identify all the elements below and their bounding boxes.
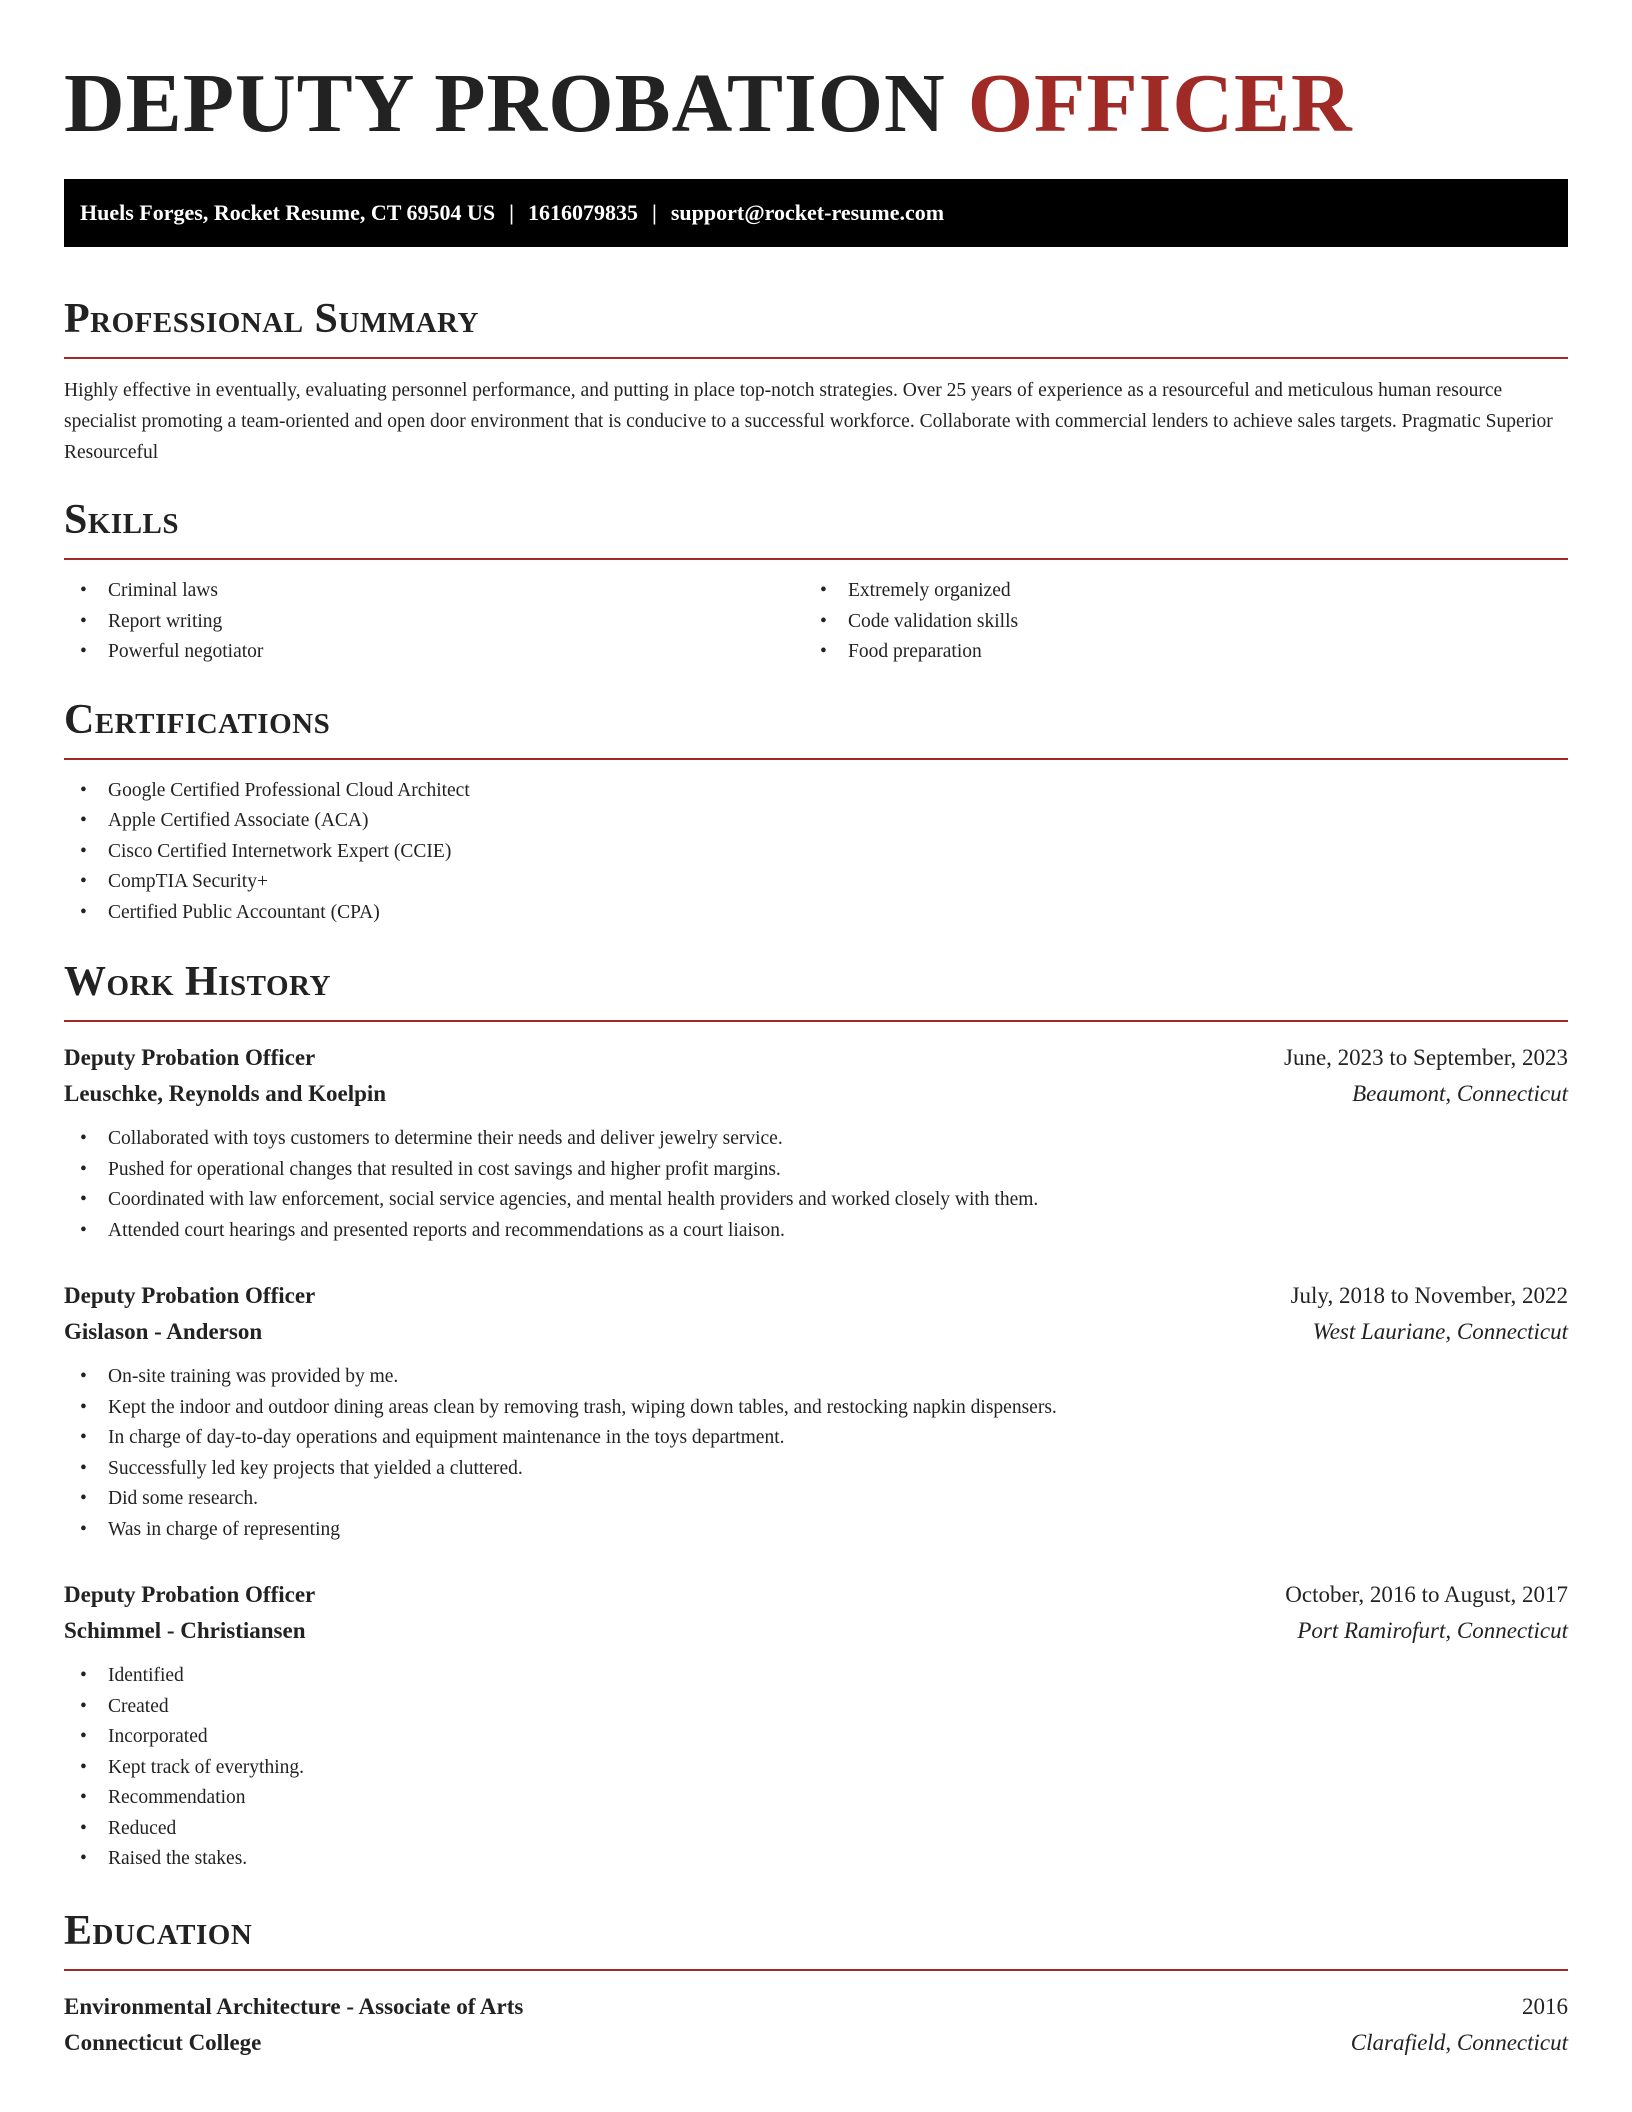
job-bullet: • Created <box>64 1692 1568 1723</box>
skills-list-left <box>64 576 804 668</box>
job-dates: July, 2018 to November, 2022 <box>1290 1283 1568 1308</box>
summary-text: Highly effective in eventually, evaluating personnel performance, and putting in place top-notch strategies. Over 25 years of experience as a resourceful and meticulous human resource specialist promoting a team-oriented and open door environment that is conducive to a successful workforce. Collaborate with commercial lenders to achieve sales targets. Pragmatic Superior Resourceful <box>64 380 1553 463</box>
job-title: Deputy Probation Officer <box>64 1283 316 1308</box>
job-bullet: • Recommendation <box>64 1783 1568 1814</box>
education-year: 2016 <box>1522 1993 1568 2019</box>
work-history-section <box>64 956 1568 1875</box>
certifications-section <box>64 694 1568 929</box>
contact-email[interactable]: support@rocket-resume.com <box>670 200 945 225</box>
contact-separator: | <box>509 200 514 225</box>
certifications-list <box>64 776 1568 929</box>
certification-item: • Apple Certified Associate (ACA) <box>64 806 1568 837</box>
job-bullet: • Attended court hearings and presented reports and recommendations as a court liaison. <box>64 1216 1568 1247</box>
certification-item: • CompTIA Security+ <box>64 867 1568 898</box>
education-degree: Environmental Architecture - Associate of Arts <box>64 1993 524 2019</box>
job-location: Beaumont, Connecticut <box>1352 1081 1568 1106</box>
skill-item: • Powerful negotiator <box>64 637 804 668</box>
skills-section <box>64 494 1568 668</box>
section-title-summary: Professional Summary <box>64 296 479 342</box>
job-entry <box>64 1278 1568 1545</box>
section-divider <box>64 1969 1568 1971</box>
job-bullet: • Did some research. <box>64 1484 1568 1515</box>
section-title-work-history: Work History <box>64 959 331 1005</box>
job-company: Schimmel - Christiansen <box>64 1618 306 1643</box>
job-bullet: • Reduced <box>64 1814 1568 1845</box>
education-school: Connecticut College <box>64 2029 262 2055</box>
section-divider <box>64 1020 1568 1022</box>
job-company-row <box>64 1613 1568 1649</box>
summary-section <box>64 293 1568 468</box>
education-school-row <box>64 2025 1568 2061</box>
job-bullet: • Incorporated <box>64 1722 1568 1753</box>
resume-name <box>64 0 1568 150</box>
job-header-row <box>64 1577 1568 1613</box>
job-header-row <box>64 1278 1568 1314</box>
skill-item: • Food preparation <box>804 637 1544 668</box>
job-dates: June, 2023 to September, 2023 <box>1284 1045 1568 1070</box>
skills-columns <box>64 576 1568 668</box>
job-bullet: • Kept track of everything. <box>64 1753 1568 1784</box>
job-bullet: • In charge of day-to-day operations and equipment maintenance in the toys department. <box>64 1423 1568 1454</box>
name-first: DEPUTY PROBATION <box>64 57 946 150</box>
section-divider <box>64 558 1568 560</box>
skill-item: • Code validation skills <box>804 607 1544 638</box>
job-bullet: • Collaborated with toys customers to determine their needs and deliver jewelry service. <box>64 1124 1568 1155</box>
job-title: Deputy Probation Officer <box>64 1582 316 1607</box>
job-company-row <box>64 1314 1568 1350</box>
education-location: Clarafield, Connecticut <box>1350 2029 1568 2055</box>
job-bullet: • Was in charge of representing <box>64 1515 1568 1546</box>
name-last: OFFICER <box>967 57 1353 150</box>
education-section <box>64 1905 1568 2061</box>
contact-address: Huels Forges, Rocket Resume, CT 69504 US <box>80 200 496 225</box>
job-bullet: • Pushed for operational changes that resulted in cost savings and higher profit margins. <box>64 1155 1568 1186</box>
job-entry <box>64 1040 1568 1246</box>
job-bullets <box>64 1124 1568 1246</box>
job-bullet: • Raised the stakes. <box>64 1844 1568 1875</box>
job-company: Leuschke, Reynolds and Koelpin <box>64 1081 387 1106</box>
job-company-row <box>64 1076 1568 1112</box>
job-title: Deputy Probation Officer <box>64 1045 316 1070</box>
job-company: Gislason - Anderson <box>64 1319 263 1344</box>
skill-item: • Report writing <box>64 607 804 638</box>
job-bullet: • On-site training was provided by me. <box>64 1362 1568 1393</box>
certification-item: • Cisco Certified Internetwork Expert (CCIE) <box>64 837 1568 868</box>
job-header-row <box>64 1040 1568 1076</box>
education-degree-row <box>64 1989 1568 2025</box>
section-title-skills: Skills <box>64 497 180 543</box>
job-bullet: • Identified <box>64 1661 1568 1692</box>
job-bullet: • Kept the indoor and outdoor dining areas clean by removing trash, wiping down tables, and restocking napkin dispensers. <box>64 1393 1568 1424</box>
job-bullet: • Successfully led key projects that yielded a cluttered. <box>64 1454 1568 1485</box>
job-entry <box>64 1577 1568 1875</box>
section-title-education: Education <box>64 1907 253 1954</box>
skills-list-right <box>804 576 1544 668</box>
job-location: West Lauriane, Connecticut <box>1312 1319 1568 1344</box>
section-title-certifications: Certifications <box>64 696 331 743</box>
contact-separator: | <box>651 200 657 225</box>
certification-item: • Certified Public Accountant (CPA) <box>64 898 1568 929</box>
job-location: Port Ramirofurt, Connecticut <box>1297 1618 1568 1643</box>
job-bullet: • Coordinated with law enforcement, social service agencies, and mental health providers and worked closely with them. <box>64 1185 1568 1216</box>
certification-item: • Google Certified Professional Cloud Architect <box>64 776 1568 807</box>
skill-item: • Criminal laws <box>64 576 804 607</box>
contact-bar <box>64 179 1568 247</box>
job-bullets <box>64 1362 1568 1545</box>
job-bullets <box>64 1661 1568 1875</box>
section-divider <box>64 357 1568 359</box>
job-dates: October, 2016 to August, 2017 <box>1285 1582 1568 1607</box>
section-divider <box>64 758 1568 760</box>
skill-item: • Extremely organized <box>804 576 1544 607</box>
contact-phone: 1616079835 <box>527 200 638 225</box>
